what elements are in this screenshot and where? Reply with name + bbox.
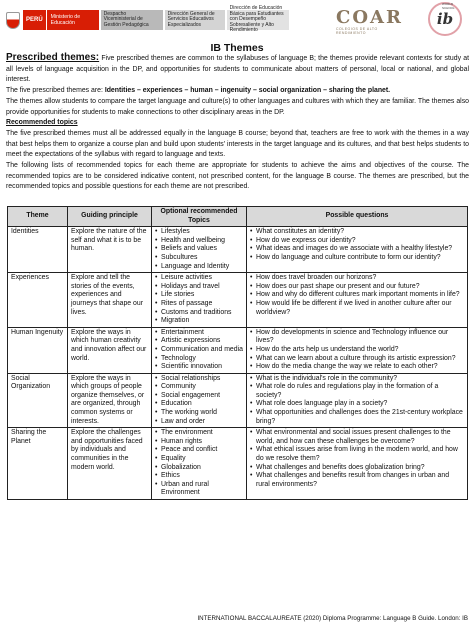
theme-cell: Human Ingenuity [8,327,68,373]
education-direction-label: Dirección de Educación Básica para Estudiantes con Desempeño Sobresaliente y Alto Rendimiento [227,10,289,30]
question-item: • What ideas and images do we associate with a healthy lifestyle? [250,245,464,254]
themes-intro: The five prescribed themes are: [6,87,105,95]
topic-item: • Urban and rural Environment [155,481,243,498]
theme-cell: Social Organization [8,373,68,428]
question-item: • How do the arts help us understand the world? [250,346,464,355]
peru-shield-icon [6,12,20,29]
question-item: • What role does language play in a society? [250,400,464,409]
header-questions: Possible questions [247,207,468,227]
coar-logo [336,9,408,33]
topic-item: • Social relationships [155,375,243,384]
ib-tagline: WORLD SCHOOL [442,2,455,10]
question-cell [247,227,468,273]
topic-cell [152,327,247,373]
general-direction-label: Dirección General de Servicios Educativos Especializados [165,10,225,30]
question-item: • How would life be different if we lived in another culture after our worldview? [250,300,464,317]
table-row [8,428,468,500]
table-header-row [8,207,468,227]
topic-list [155,228,243,271]
ministry-label: Ministerio de Educación [47,10,99,30]
topic-list [155,329,243,372]
question-list [250,375,464,427]
question-item: • How do language and culture contribute to form our identity? [250,254,464,263]
header-theme: Theme [8,207,68,227]
table-body [8,227,468,500]
ib-world-school-logo [428,2,462,36]
topic-cell [152,227,247,273]
topic-item: • Human rights [155,438,243,447]
topic-item: • Life stories [155,291,243,300]
question-list [250,329,464,372]
citation-footer: INTERNATIONAL BACCALAUREATE (2020) Diploma Programme: Language B Guide. London: IB [197,615,468,622]
question-list [250,274,464,317]
question-item: • How do we express our identity? [250,237,464,246]
topic-item: • Peace and conflict [155,446,243,455]
question-list [250,228,464,262]
vice-ministry-label: Despacho Viceministerial de Gestión Pedagógica [101,10,163,30]
themes-purpose-paragraph: The themes allow students to compare the target language and culture(s) to other languages and cultures with which they are familiar. The themes also provide opportunities for students to make connections to other disciplinary areas in the DP. [6,97,469,116]
question-item: • How does travel broaden our horizons? [250,274,464,283]
question-item: • How does our past shape our present and our future? [250,283,464,292]
header-topics: Optional recommended Topics [152,207,247,227]
question-item: • What role do rules and regulations play in the formation of a society? [250,383,464,400]
question-item: • What challenges and benefits does globalization bring? [250,464,464,473]
theme-cell: Sharing the Planet [8,428,68,500]
question-item: • What challenges and benefits result from changes in urban and rural environments? [250,472,464,489]
topic-item: • Leisure activities [155,274,243,283]
topic-item: • Migration [155,317,243,326]
topic-cell [152,428,247,500]
peru-label: PERÚ [23,10,46,30]
topic-cell [152,273,247,328]
themes-list-paragraph [6,86,469,97]
table-row [8,373,468,428]
question-item: • What opportunities and challenges does the 21st-century workplace bring? [250,409,464,426]
logo-header [0,0,474,40]
guiding-principle-cell: Explore the nature of the self and what it is to be human. [68,227,152,273]
topic-item: • Education [155,400,243,409]
page-title: IB Themes [210,42,264,54]
topic-item: • Lifestyles [155,228,243,237]
topic-item: • Language and Identity [155,263,243,272]
topic-item: • Holidays and travel [155,283,243,292]
question-item: • How do the media change the way we relate to each other? [250,363,464,372]
coar-subtitle: COLEGIOS DE ALTO RENDIMIENTO [336,27,378,35]
table-row [8,327,468,373]
table-row [8,227,468,273]
coar-wordmark: COAR [336,7,403,28]
question-cell [247,428,468,500]
question-list [250,429,464,489]
topic-item: • Entertainment [155,329,243,338]
topic-item: • Ethics [155,472,243,481]
themes-table [7,206,468,500]
topic-item: • Subcultures [155,254,243,263]
guiding-principle-cell: Explore the ways in which groups of people organize themselves, or are organized, through common systems or interests. [68,373,152,428]
question-cell [247,327,468,373]
themes-list: Identities – experiences – human – ingenuity – social organization – sharing the planet. [104,87,391,95]
guiding-principle-cell: Explore the ways in which human creativity and innovation affect our world. [68,327,152,373]
topic-item: • Rites of passage [155,300,243,309]
topics-list-paragraph: The following lists of recommended topics for each theme are appropriate for students to achieve the aims and objectives of the course. The recommended topics are to be considered indicative content, not prescribed content, for the language B course. The themes are prescribed, but the recommended topics and possible questions for each theme are not prescribed. [6,162,469,191]
topic-item: • The working world [155,409,243,418]
topic-item: • Artistic expressions [155,337,243,346]
topic-item: • Beliefs and values [155,245,243,254]
question-cell [247,273,468,328]
prescribed-themes-heading: Prescribed themes: [6,52,100,63]
guiding-principle-cell: Explore the challenges and opportunities faced by individuals and communities in the modern world. [68,428,152,500]
question-item: • What ethical issues arise from living in the modern world, and how do we resolve them? [250,446,464,463]
question-item: • What constitutes an identity? [250,228,464,237]
topic-item: • Law and order [155,418,243,427]
topic-item: • Technology [155,355,243,364]
theme-cell: Experiences [8,273,68,328]
question-item: • What is the individual's role in the community? [250,375,464,384]
topic-item: • Equality [155,455,243,464]
topic-item: • The environment [155,429,243,438]
question-cell [247,373,468,428]
topic-list [155,375,243,427]
topic-item: • Customs and traditions [155,309,243,318]
prescribed-themes-text: Five prescribed themes are common to the syllabuses of language B; the themes provide relevant contexts for study at all levels of language acquisition in the DP, and opportunities for students to communicate about matters of personal, local or national, and global interest. [6,55,469,84]
topic-list [155,274,243,326]
topic-item: • Globalization [155,464,243,473]
guiding-principle-cell: Explore and tell the stories of the events, experiences and journeys that shape our lives. [68,273,152,328]
question-item: • How and why do different cultures mark important moments in life? [250,291,464,300]
header-guiding-principle: Guiding principle [68,207,152,227]
intro-text [6,53,469,193]
question-item: • What environmental and social issues present challenges to the world, and how can these challenges be overcome? [250,429,464,446]
question-item: • How do developments in science and Technology influence our lives? [250,329,464,346]
topic-item: • Community [155,383,243,392]
topic-item: • Social engagement [155,392,243,401]
topic-item: • Health and wellbeing [155,237,243,246]
peru-ministry-logo [6,5,289,34]
recommended-topics-heading: Recommended topics [6,119,78,127]
topic-item: • Scientific innovation [155,363,243,372]
recommended-topics-paragraph: The five prescribed themes must all be addressed equally in the language B course; beyond that, teachers are free to work with the themes in a way that best helps them to organize a course plan and build upon students' interests in the target language and its cultures, and that best helps students to meet the expectations of the syllabus with regard to language and texts. [6,129,469,159]
table-row [8,273,468,328]
ib-mark: ib [436,10,454,28]
topic-item: • Communication and media [155,346,243,355]
prescribed-themes-paragraph [6,53,469,86]
theme-cell: Identities [8,227,68,273]
question-item: • What can we learn about a culture through its artistic expression? [250,355,464,364]
topic-cell [152,373,247,428]
topic-list [155,429,243,498]
